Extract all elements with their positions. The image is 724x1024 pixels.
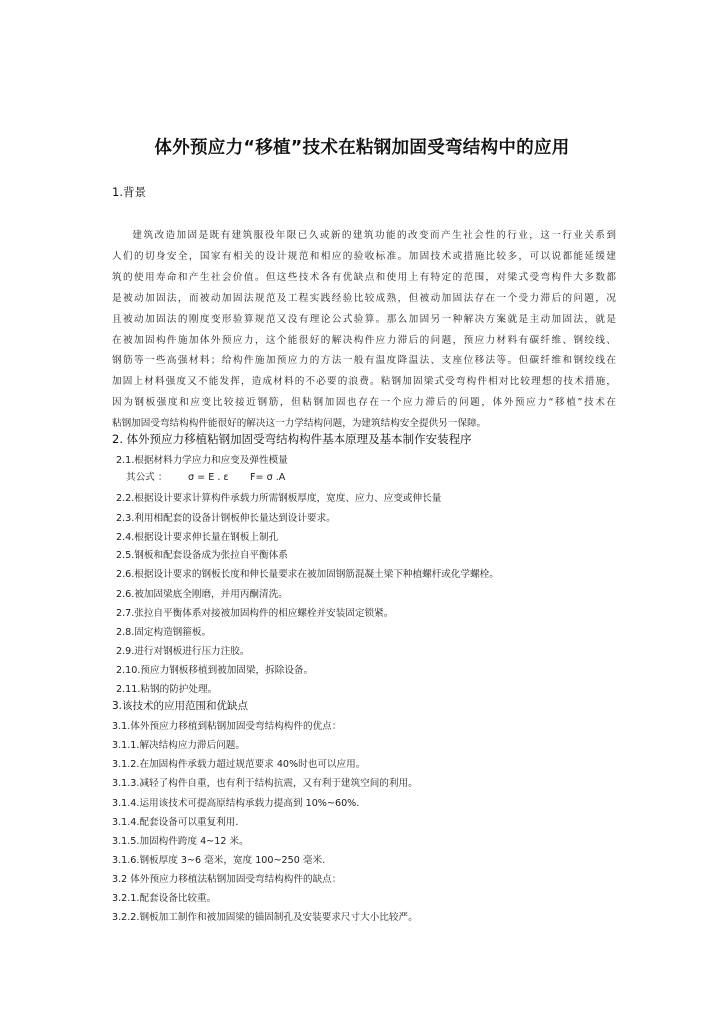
list-item: 2.6.根据设计要求的钢板长度和伸长量要求在被加固钢筋混凝土梁下种植螺杆或化学螺栓。 <box>116 569 499 580</box>
section-3-heading: 3.该技术的应用范围和优缺点 <box>112 700 249 712</box>
list-item: 3.1.6.钢板厚度 3~6 毫米，宽度 100~250 毫米. <box>112 855 326 866</box>
document-title: 体外预应力“移植”技术在粘钢加固受弯结构中的应用 <box>154 138 570 158</box>
formula-label: 其公式 ： <box>126 472 168 483</box>
section-1-heading: 1.背景 <box>112 185 146 199</box>
list-item: 2.6.被加固梁底全刚磨，并用丙酮清洗。 <box>116 589 288 600</box>
paragraph-line: 加固上材料强度又不能发挥，造成材料的不必要的浪费。粘钢加固梁式受弯构件相对比较理想的技术措施， <box>112 376 616 388</box>
list-item: 2.11.粘钢的防护处理。 <box>116 684 218 695</box>
list-item: 2.1.根据材料力学应力和应变及弹性模量 <box>116 455 288 466</box>
section-1-paragraph <box>112 226 616 435</box>
list-item: 3.1.2.在加固构件承载力超过规范要求 40%时也可以应用。 <box>112 759 366 770</box>
list-item: 3.1.3.减轻了构件自重，也有利于结构抗震，又有利于建筑空间的利用。 <box>112 778 418 789</box>
paragraph-line: 且被动加固法的刚度变形验算规范又没有理论公式验算。那么加固另一种解决方案就是主动加固法，就是 <box>112 313 616 325</box>
list-item: 2.2.根据设计要求计算构件承载力所需钢板厚度，宽度、应力、应变或伸长量 <box>116 493 442 504</box>
paragraph-line: 是被动加固法，而被动加固法规范及工程实践经验比较成熟，但被动加固法存在一个受力滞后的问题，况 <box>112 292 616 304</box>
paragraph-line: 因为钢板强度和应变比较接近钢筋，但粘钢加固也存在一个应力滞后的问题，体外预应力“移植”技术在 <box>112 397 616 409</box>
formula-line <box>126 469 285 483</box>
list-item: 2.8.固定构造钢箍板。 <box>116 627 212 638</box>
list-item: 2.4.根据设计要求伸长量在钢板上制孔 <box>116 532 279 543</box>
list-item: 2.3.利用相配套的设备计钢板伸长量达到设计要求。 <box>116 513 336 524</box>
list-item: 3.1.4.运用该技术可提高原结构承载力提高到 10%~60%. <box>112 798 360 809</box>
list-item: 3.1.体外预应力移植到粘钢加固受弯结构构件的优点： <box>112 721 342 732</box>
section-2-heading: 2. 体外预应力移植粘钢加固受弯结构构件基本原理及基本制作安装程序 <box>112 432 472 446</box>
paragraph-line: 在被加固构件施加体外预应力，这个能很好的解决构件应力滞后的问题，预应力材料有碳纤维、钢绞线、 <box>112 334 616 346</box>
list-item: 3.1.5.加固构件跨度 4~12 米。 <box>112 836 249 847</box>
list-item: 3.1.4.配套设备可以重复利用. <box>112 817 239 828</box>
list-item: 2.10.预应力钢板移植到被加固梁，拆除设备。 <box>116 665 314 676</box>
paragraph-line: 钢筋等一些高强材料；给构件施加预应力的方法一般有温度降温法、支座位移法等。但碳纤维和钢绞线在 <box>112 355 616 367</box>
list-item: 3.1.1.解决结构应力滞后问题。 <box>112 740 245 751</box>
formula-force: F= σ .A <box>250 472 286 483</box>
paragraph-line: 人们的切身安全，国家有相关的设计规范和相应的验收标准。加固技术或措施比较多，可以说都能延缓建 <box>112 250 616 262</box>
list-item: 3.2.2.钢板加工制作和被加固梁的锚固制孔及安装要求尺寸大小比较严。 <box>112 912 418 923</box>
formula-stress: σ = E . ε <box>188 472 229 483</box>
paragraph-line: 建筑改造加固是既有建筑服役年限已久或新的建筑功能的改变而产生社会性的行业，这一行业关系到 <box>131 230 616 241</box>
list-item: 3.2 体外预应力移植法粘钢加固受弯结构构件的缺点： <box>112 874 342 885</box>
list-item: 3.2.1.配套设备比较重。 <box>112 893 217 904</box>
list-item: 2.7.张拉自平衡体系对接被加固构件的相应螺栓并安装固定锁紧。 <box>116 608 394 619</box>
paragraph-line: 粘钢加固受弯结构构件能很好的解决这一力学结构问题，为建筑结构安全提供另一保障。 <box>112 418 487 430</box>
list-item: 2.5.钢板和配套设备成为张拉自平衡体系 <box>116 550 288 561</box>
paragraph-line: 筑的使用寿命和产生社会价值。但这些技术各有优缺点和使用上有特定的范围，对梁式受弯构件大多数都 <box>112 271 616 283</box>
list-item: 2.9.进行对钢板进行压力注胶。 <box>116 646 250 657</box>
